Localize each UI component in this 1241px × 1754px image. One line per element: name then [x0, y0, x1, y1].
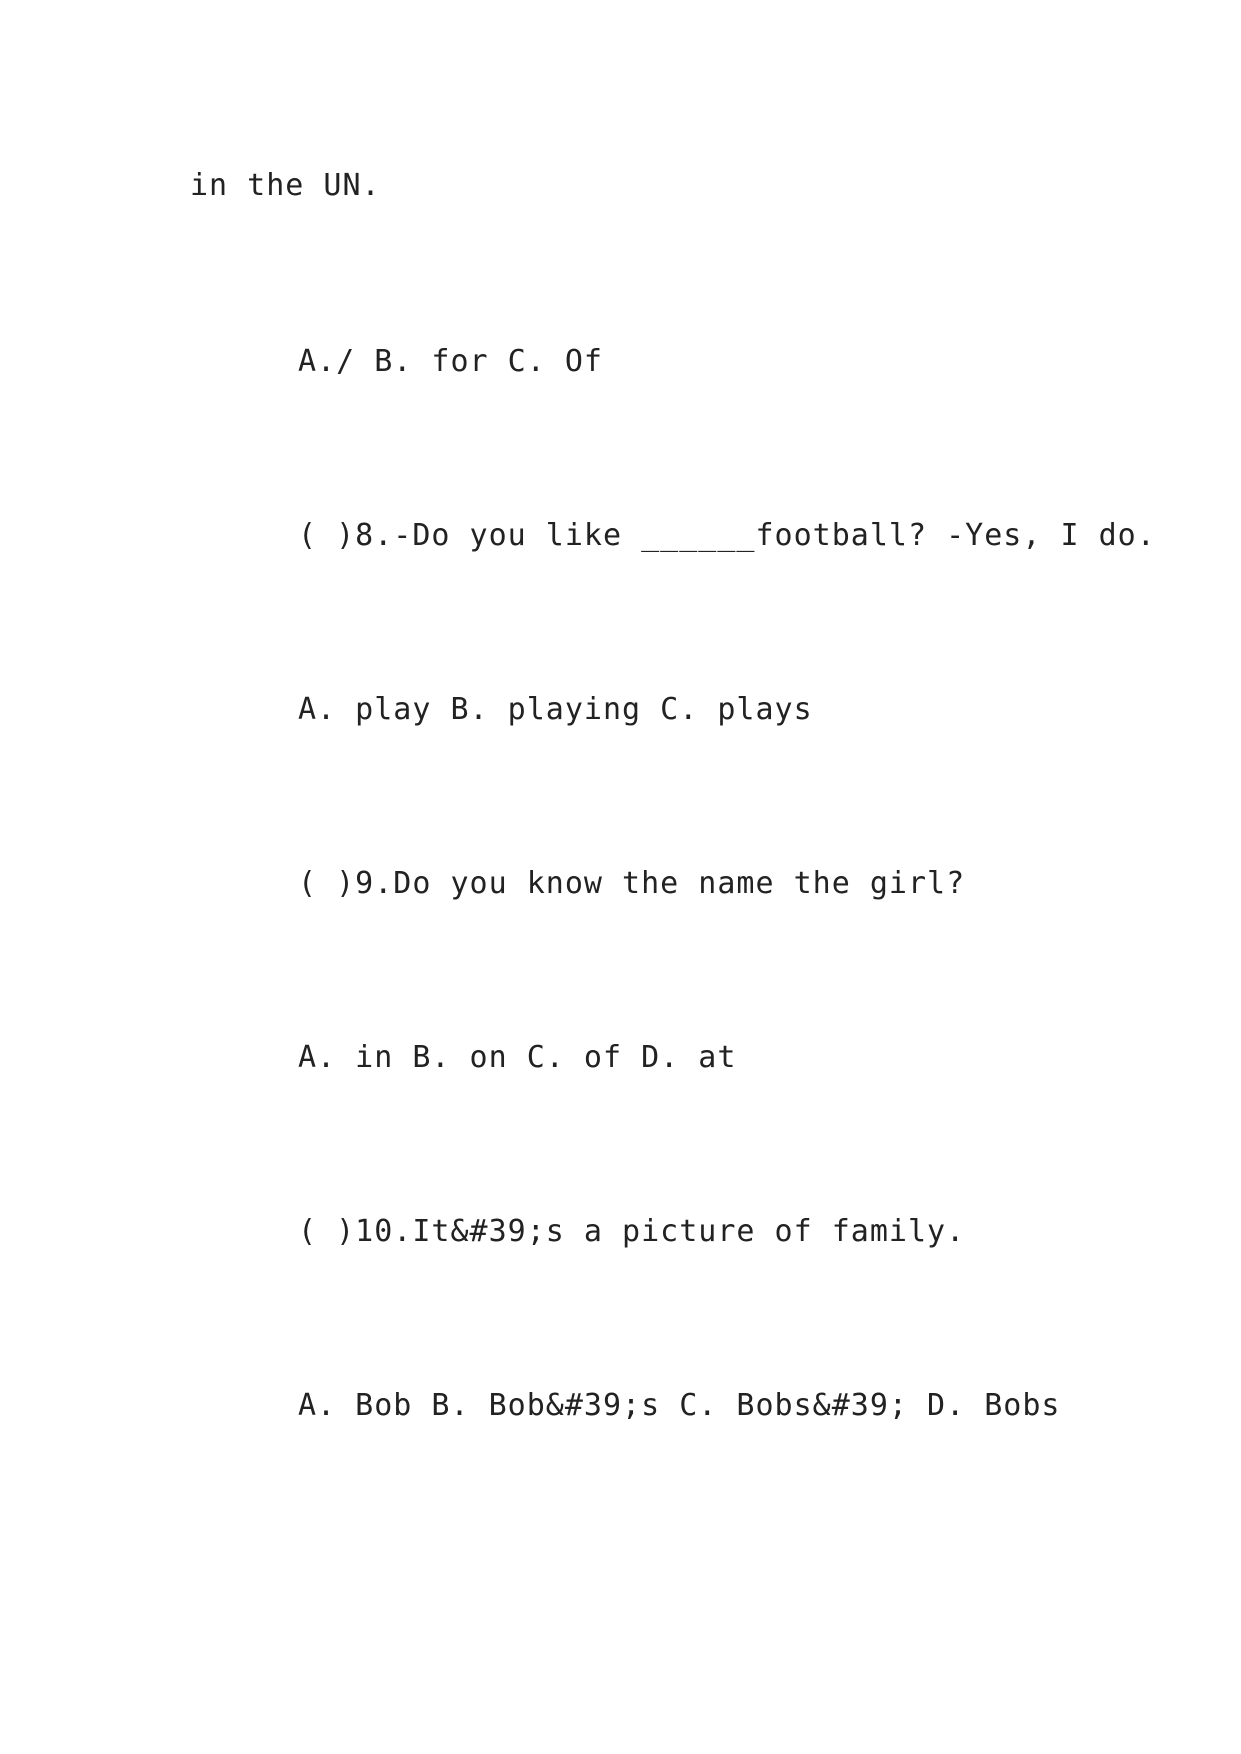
question-9-options: A. in B. on C. of D. at [298, 1040, 737, 1075]
question-10-stem: ( )10.It&#39;s a picture of family. [298, 1214, 966, 1249]
question-9-stem: ( )9.Do you know the name the girl? [298, 866, 966, 901]
question-8-stem: ( )8.-Do you like ______football? -Yes, I do. [298, 518, 1156, 553]
question-10-options: A. Bob B. Bob&#39;s C. Bobs&#39; D. Bobs [298, 1388, 1061, 1423]
question-7-options: A./ B. for C. Of [298, 344, 603, 379]
text-line-continuation: in the UN. [190, 168, 381, 203]
question-8-options: A. play B. playing C. plays [298, 692, 813, 727]
